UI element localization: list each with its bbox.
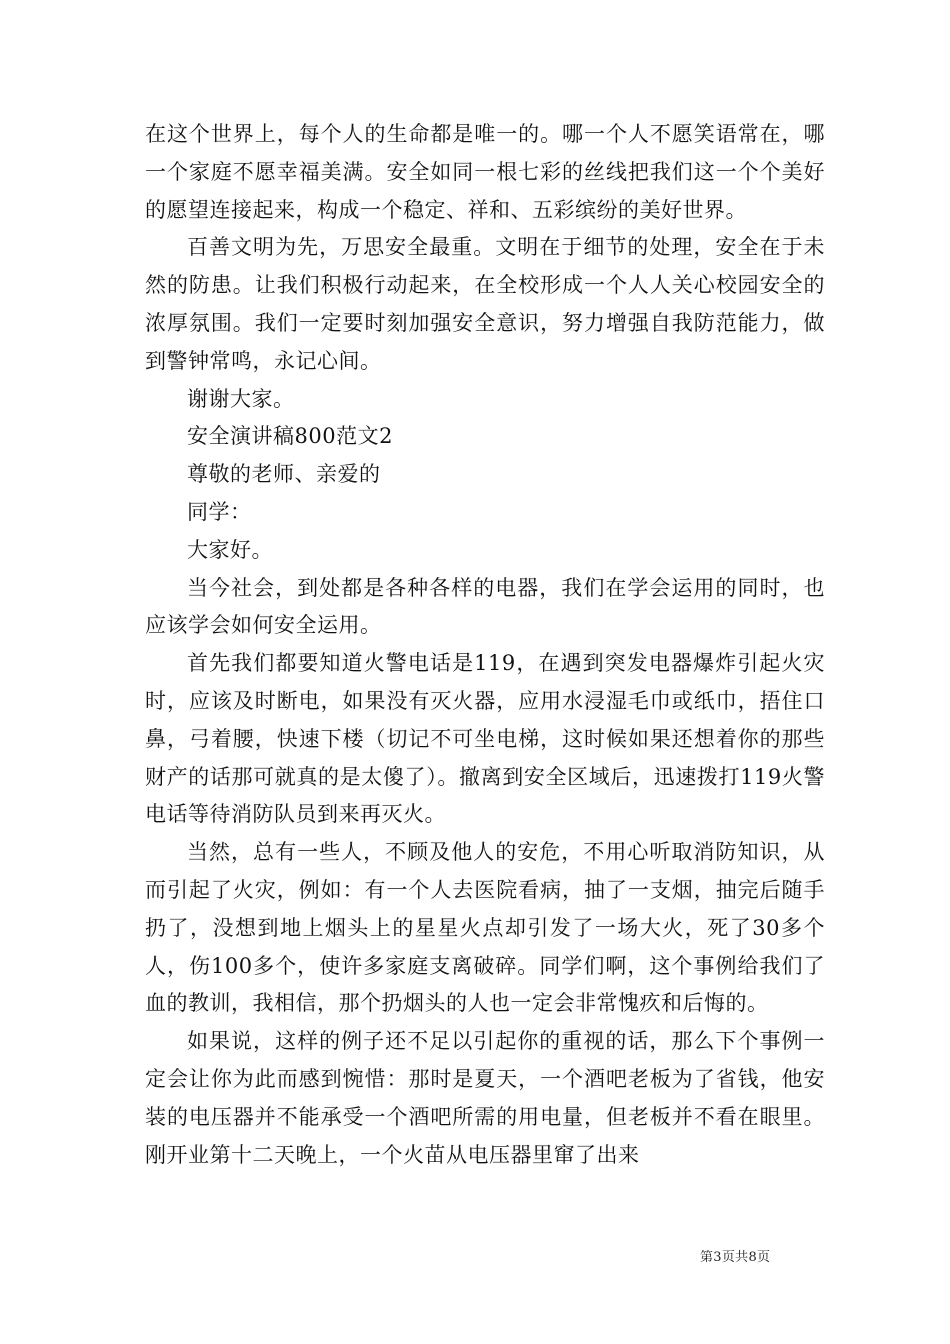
- paragraph: 谢谢大家。: [187, 386, 295, 411]
- paragraph: 如果说，这样的例子还不足以引起你的重视的话，那么下个事例一定会让你为此而感到惋惜：那时是夏天，一个酒吧老板为了省钱，他安装的电压器并不能承受一个酒吧所需的用电量，但老板并不看在眼里。刚开业第十二天晚上，一个火苗从电压器里窜了出来: [145, 1029, 825, 1167]
- paragraph: 首先我们都要知道火警电话是119，在遇到突发电器爆炸引起火灾时，应该及时断电，如果没有灭火器，应用水浸湿毛巾或纸巾，捂住口鼻，弓着腰，快速下楼（切记不可坐电梯，这时候如果还想着你的那些财产的话那可就真的是太傻了）。撤离到安全区域后，迅速拨打119火警电话等待消防队员到来再灭火。: [145, 651, 825, 827]
- paragraph: 当然，总有一些人，不顾及他人的安危，不用心听取消防知识，从而引起了火灾，例如：有一个人去医院看病，抽了一支烟，抽完后随手扔了，没想到地上烟头上的星星火点却引发了一场大火，死了30多个人，伤100多个，使许多家庭支离破碎。同学们啊，这个事例给我们了血的教训，我相信，那个扔烟头的人也一定会非常愧疚和后悔的。: [145, 840, 825, 1016]
- paragraph: 百善文明为先，万思安全最重。文明在于细节的处理，安全在于未然的防患。让我们积极行动起来，在全校形成一个人人关心校园安全的浓厚氛围。我们一定要时刻加强安全意识，努力增强自我防范能力，做到警钟常鸣，永记心间。: [145, 235, 825, 373]
- greeting: 大家好。: [187, 537, 273, 562]
- paragraph: 当今社会，到处都是各种各样的电器，我们在学会运用的同时，也应该学会如何安全运用。: [145, 575, 825, 638]
- section-heading: 安全演讲稿800范文2: [187, 424, 393, 449]
- page-number: 第3页共8页: [700, 1250, 771, 1265]
- salutation-line: 尊敬的老师、亲爱的: [187, 462, 381, 487]
- document-body: [145, 116, 825, 1174]
- paragraph: 在这个世界上，每个人的生命都是唯一的。哪一个人不愿笑语常在，哪一个家庭不愿幸福美满。安全如同一根七彩的丝线把我们这一个个美好的愿望连接起来，构成一个稳定、祥和、五彩缤纷的美好世界。: [145, 122, 825, 222]
- salutation-line: 同学：: [187, 499, 252, 524]
